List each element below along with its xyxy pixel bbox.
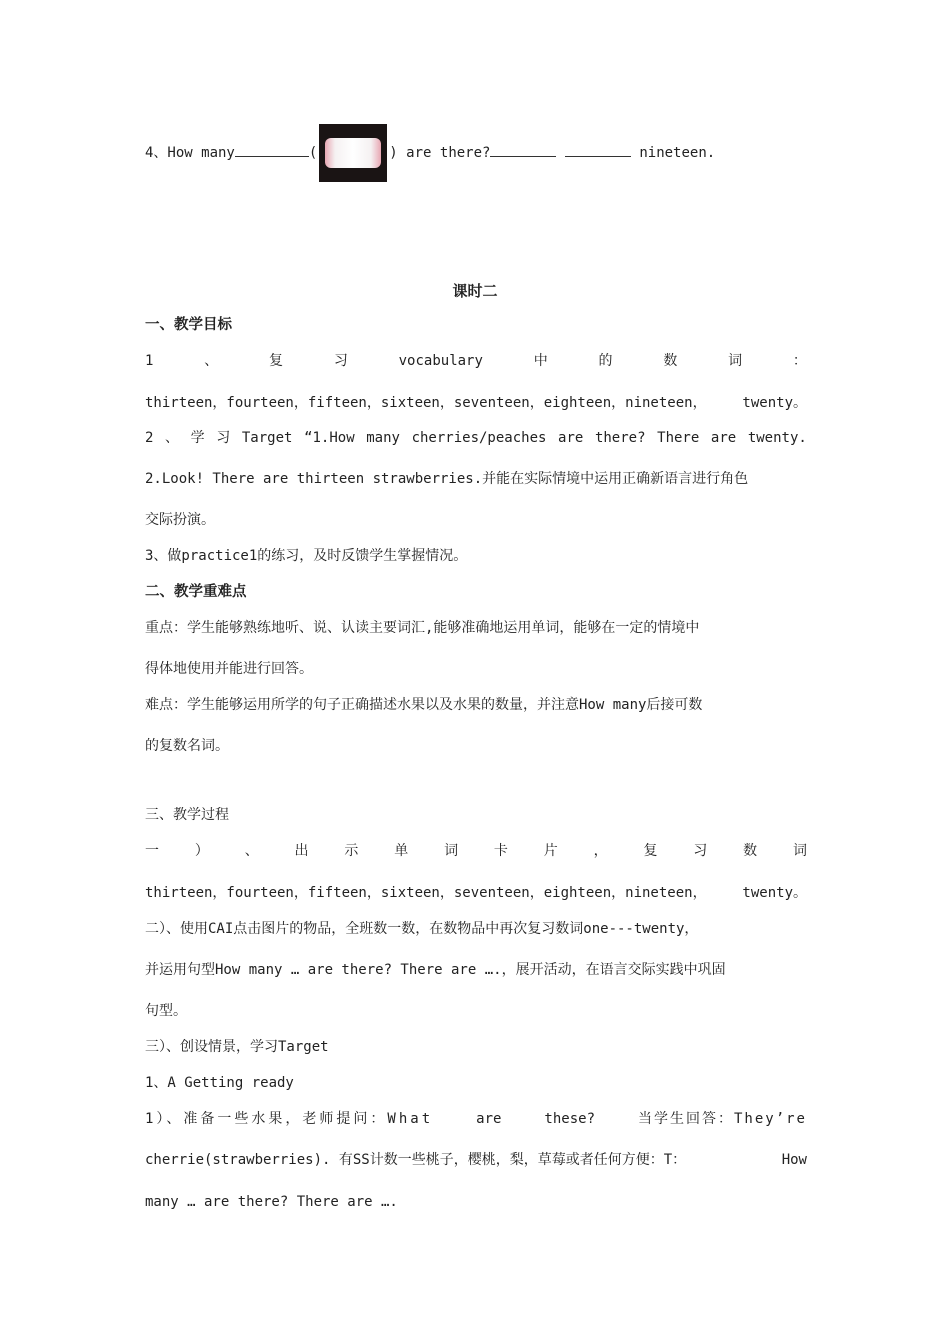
objective-2-line3: 交际扮演。 <box>145 512 215 528</box>
objective-3-line: 3、做practice1的练习，及时反馈学生掌握情况。 <box>145 548 468 564</box>
number-words-line: thirteen，fourteen，fifteen，sixteen，seventeen，eighteen，nineteen， twenty。 <box>145 885 807 901</box>
exercise-4-answer: nineteen. <box>639 145 716 161</box>
sub-step-1-1-line3: many … are there? There are …. <box>145 1194 398 1210</box>
difficulty-line1: 难点：学生能够运用所学的句子正确描述水果以及水果的数量，并注意How many后接可数 <box>145 697 703 713</box>
pillow-icon <box>325 138 381 168</box>
step-1-line: 一 ） 、 出 示 单 词 卡 片 ， 复 习 数 词 <box>145 843 807 859</box>
answer-blank[interactable] <box>490 142 556 157</box>
number-words-line: thirteen，fourteen，fifteen，sixteen，seventeen，eighteen，nineteen， twenty。 <box>145 395 807 411</box>
exercise-4-middle: are there? <box>406 145 491 161</box>
key-point-line1: 重点：学生能够熟练地听、说、认读主要词汇,能够准确地运用单词，能够在一定的情境中 <box>145 620 700 636</box>
objective-2-line: 2 、 学 习 Target “1.How many cherries/peaches are there? There are twenty. <box>145 430 807 446</box>
exercise-4-prefix: 4、How many <box>145 145 235 161</box>
section-heading: 二、教学重难点 <box>145 584 247 600</box>
step-2-line3: 句型。 <box>145 1003 187 1019</box>
section-heading: 三、教学过程 <box>145 807 229 823</box>
step-2-line2: 并运用句型How many … are there? There are ….，展开活动，在语言交际实践中巩固 <box>145 962 726 978</box>
pillow-image <box>319 124 387 182</box>
step-2-line1: 二）、使用CAI点击图片的物品，全班数一数，在数物品中再次复习数词one---twenty， <box>145 921 699 937</box>
answer-blank[interactable] <box>565 142 631 157</box>
sub-step-1-1-line2: cherrie(strawberries). 有SS计数一些桃子，樱桃，梨，草莓或者任何方便：T： How <box>145 1152 807 1168</box>
objective-2-line2: 2.Look! There are thirteen strawberries.并能在实际情境中运用正确新语言进行角色 <box>145 471 749 487</box>
sub-step-1: 1、A Getting ready <box>145 1075 294 1091</box>
step-3-line: 三）、创设情景，学习Target <box>145 1039 329 1055</box>
objective-1-line: 1 、 复 习 vocabulary 中 的 数 词 ： <box>145 353 807 369</box>
section-heading: 一、教学目标 <box>145 317 232 333</box>
sub-step-1-1-line: 1）、准备一些水果，老师提问：What are these? 当学生回答：They’re <box>145 1111 807 1127</box>
answer-blank[interactable] <box>235 142 309 157</box>
exercise-4-line: 4、How many ( ) are there? nineteen. <box>145 124 807 182</box>
difficulty-line2: 的复数名词。 <box>145 738 229 754</box>
lesson-title: 课时二 <box>452 282 498 300</box>
key-point-line2: 得体地使用并能进行回答。 <box>145 661 313 677</box>
